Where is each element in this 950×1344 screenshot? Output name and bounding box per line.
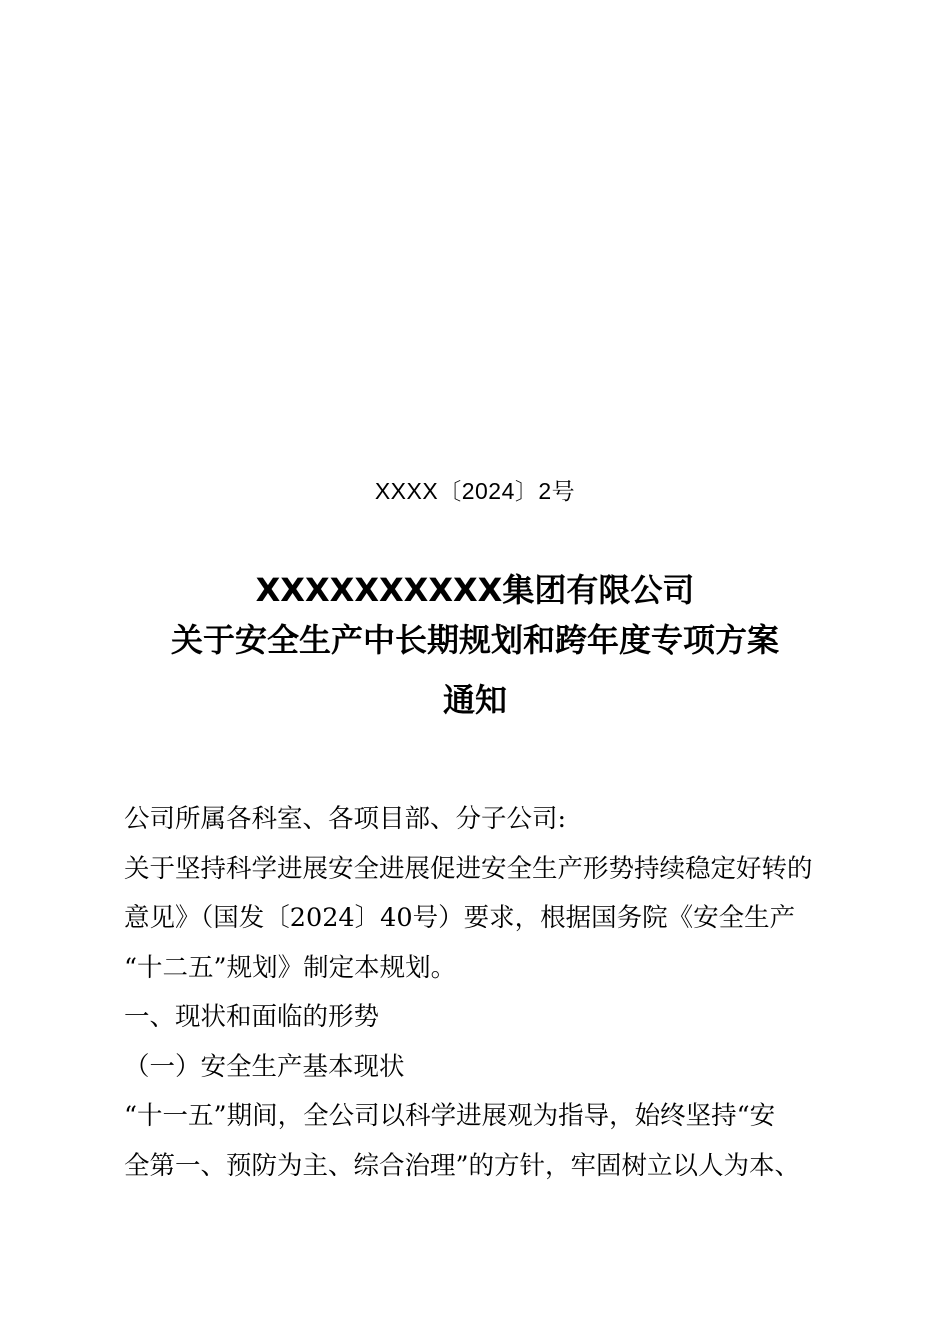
title-subject: 关于安全生产中长期规划和跨年度专项方案 bbox=[170, 621, 779, 659]
body-line: “十一五”期间，全公司以科学进展观为指导，始终坚持“安 bbox=[124, 1101, 776, 1131]
title-company: XXXXXXXXXX集团有限公司 bbox=[255, 571, 695, 609]
body-line: 全第一、预防为主、综合治理”的方针，牢固树立以人为本、 bbox=[124, 1150, 801, 1181]
body-line: 意见》（国发〔2024〕40号）要求，根据国务院《安全生产 bbox=[124, 903, 796, 933]
addressee-line: 公司所属各科室、各项目部、分子公司: bbox=[124, 804, 567, 834]
body-line: 关于坚持科学进展安全进展促进安全生产形势持续稳定好转的 bbox=[124, 853, 813, 884]
subsection-heading: （一）安全生产基本现状 bbox=[124, 1051, 405, 1082]
title-notice: 通知 bbox=[442, 681, 507, 719]
document-title bbox=[0, 565, 950, 725]
body-line: “十二五”规划》制定本规划。 bbox=[124, 952, 457, 983]
document-number: XXXX〔2024〕2号 bbox=[374, 478, 576, 504]
section-heading: 一、现状和面临的形势 bbox=[124, 1002, 380, 1032]
document-body bbox=[124, 795, 824, 1191]
